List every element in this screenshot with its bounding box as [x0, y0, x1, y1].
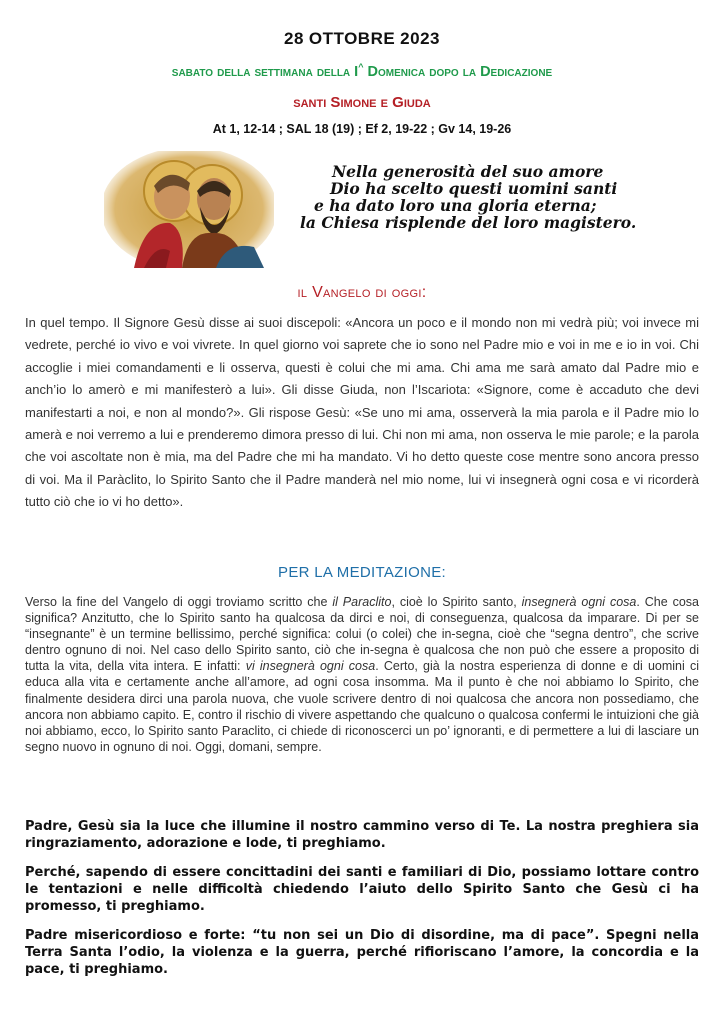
liturgical-day-part1: sabato della settimana della I	[171, 63, 359, 80]
liturgical-day-part2: Domenica dopo la Dedicazione	[363, 63, 553, 80]
prayer-3: Padre misericordioso e forte: “tu non sei un Dio di disordine, ma di pace”. Spegni nella Terra Santa l’odio, la violenza e la guerra, perché rifioriscano l’amore, la concordia e la pace, ti preghiamo.	[25, 928, 699, 977]
meditation-part-4: . Certo, già la nostra esperienza di donne e di uomini ci educa alla vita e certamente anche all’amore, ad ogni cosa insomma. Ma il punto è che noi abbiamo lo Spirito, che finalmente desidera dirci una parola nuova, che vuole scrivere dentro di noi qualcosa che ancora non possediamo, che ancora non abbiamo capito. E, contro il rischio di vivere aspettando che qualcuno o qualcosa confermi le intuizioni che già noi abbiamo, ecco, lo Spirito santo Paraclito, ci chiede di riconoscerci un po’ ignoranti, e di permettere a lui di lasciare un segno nuovo in ognuno di noi. Oggi, domani, sempre.	[25, 659, 700, 754]
quote-line-3: e ha dato loro una gloria eterna;	[314, 196, 597, 215]
page-date	[0, 29, 724, 49]
date-month: OTTOBRE	[308, 29, 396, 48]
quote-line-1: Nella generosità del suo amore	[332, 162, 604, 181]
meditation-heading: PER LA MEDITAZIONE:	[278, 564, 446, 581]
saints-painting-image	[104, 151, 274, 268]
liturgical-day	[0, 62, 724, 80]
date-day: 28	[284, 29, 304, 48]
quote-line-4: la Chiesa risplende del loro magistero.	[300, 213, 637, 232]
meditation-part-1: Verso la fine del Vangelo di oggi troviamo scritto che	[25, 595, 333, 609]
meditation-italic-2: insegnerà ogni cosa	[521, 595, 637, 609]
meditation-text	[25, 594, 699, 755]
gospel-heading: il Vangelo di oggi:	[297, 284, 427, 301]
prayer-1: Padre, Gesù sia la luce che illumine il nostro cammino verso di Te. La nostra preghiera sia ringraziamento, adorazione e lode, ti preghiamo.	[25, 819, 699, 851]
date-year: 2023	[400, 29, 440, 48]
quote-line-2: Dio ha scelto questi uomini santi	[330, 179, 618, 198]
saints-title: santi Simone e Giuda	[293, 94, 431, 111]
meditation-italic-1: il Paraclito	[332, 595, 392, 609]
readings-references: At 1, 12-14 ; SAL 18 (19) ; Ef 2, 19-22 ; Gv 14, 19-26	[212, 122, 512, 136]
prayer-2: Perché, sapendo di essere concittadini dei santi e familiari di Dio, possiamo lottare contro le tentazioni e nelle difficoltà chiedendo l’aiuto dello Spirito Santo che Gesù ci ha promesso, ti preghiamo.	[25, 865, 699, 914]
gospel-text: In quel tempo. Il Signore Gesù disse ai suoi discepoli: «Ancora un poco e il mondo non mi vedrà più; voi invece mi vedrete, perché io vivo e voi vivrete. In quel giorno voi saprete che io sono nel Padre mio e voi in me e io in voi. Chi accoglie i miei comandamenti e li osserva, questi è colui che mi ama. Chi ama me sarà amato dal Padre mio e anch’io lo amerò e mi manifesterò a lui». Gli disse Giuda, non l’Iscariota: «Signore, come è accaduto che devi manifestarti a noi, e non al mondo?». Gli rispose Gesù: «Se uno mi ama, osserverà la mia parola e il Padre mio lo amerà e noi verremo a lui e prenderemo dimora presso di lui. Chi non mi ama, non osserva le mie parole; e la parola che voi ascoltate non è mia, ma del Padre che mi ha mandato. Vi ho detto queste cose mentre sono ancora presso di voi. Ma il Paràclito, lo Spirito Santo che il Padre manderà nel mio nome, lui vi insegnerà ogni cosa e vi ricorderà tutto ciò che io vi ho detto».	[25, 315, 699, 510]
meditation-part-3: . Che cosa significa? Anzitutto, che lo Spirito santo ha qualcosa da dirci e noi, di conseguenza, qualcosa da imparare. Di per se “insegnante” è un termine bellissimo, perché significa: colui (o colei) che in-segna, cioè che “segna dentro”, che scrive dentro ognuno di noi. Nel caso dello Spirito santo, ciò che in-segna è qualcosa che non può che essere a proposito di tutta la vita, della vita intera. E infatti:	[25, 595, 699, 674]
meditation-part-2: , cioè lo Spirito santo,	[391, 595, 522, 609]
meditation-italic-3: vi insegnerà ogni cosa	[245, 659, 376, 674]
prayers-section	[25, 818, 699, 990]
liturgical-day-sup: ^	[358, 62, 364, 72]
opening-quote	[296, 163, 706, 231]
